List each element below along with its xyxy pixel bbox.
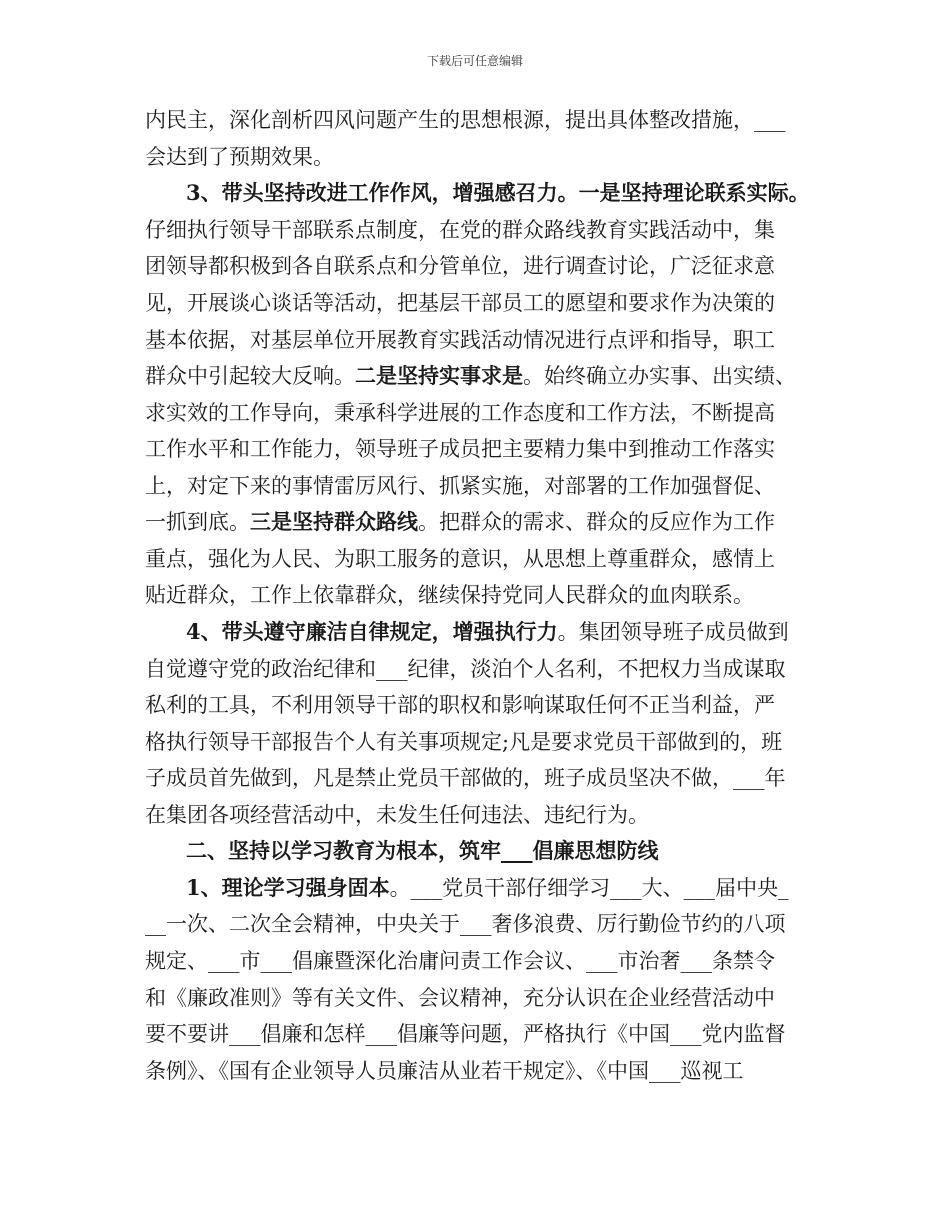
- text-line: [145, 107, 786, 133]
- text-line: [145, 509, 775, 535]
- text-line: [145, 582, 754, 608]
- text-line: [145, 400, 775, 426]
- text-run: 规定、___市___倡廉暨深化治庸问责工作会议、___市治奢___条禁令: [145, 949, 775, 973]
- text-run: 团领导都积极到各自联系点和分管单位，进行调查讨论，广泛征求意: [145, 254, 775, 278]
- text-line: [145, 473, 775, 499]
- text-line: [145, 729, 782, 755]
- text-run: 。___党员干部仔细学习___大、___届中央_: [389, 876, 789, 900]
- text-line: [145, 253, 775, 279]
- text-line: [186, 180, 810, 206]
- text-run: 工作水平和工作能力，领导班子成员把主要精力集中到推动工作落实: [145, 437, 775, 461]
- text-run: 和《廉政准则》等有关文件、会议精神，充分认识在企业经营活动中: [145, 986, 775, 1010]
- text-run: 一抓到底。: [145, 510, 250, 534]
- text-line: [145, 363, 796, 389]
- text-line: [145, 327, 775, 353]
- text-line: [186, 838, 659, 864]
- text-run: 会达到了预期效果。: [145, 145, 334, 169]
- bold-text-run: 4、带头遵守廉洁自律规定，增强执行力: [186, 619, 558, 644]
- text-run: 私利的工具，不利用领导干部的职权和影响谋取任何不正当利益，严: [145, 693, 775, 717]
- text-run: 群众中引起较大反响。: [145, 364, 355, 388]
- text-line: [145, 144, 334, 170]
- text-run: 见，开展谈心谈话等活动，把基层干部员工的愿望和要求作为决策的: [145, 291, 775, 315]
- text-line: [145, 290, 775, 316]
- bold-text-run: 二是坚持实事求是: [355, 363, 523, 388]
- text-line: [186, 875, 789, 901]
- text-line: [145, 546, 775, 572]
- text-run: 仔细执行领导干部联系点制度，在党的群众路线教育实践活动中，集: [145, 218, 775, 242]
- text-line: [145, 692, 775, 718]
- text-line: [145, 985, 775, 1011]
- text-line: [145, 217, 775, 243]
- bold-text-run: 三是坚持群众路线: [250, 509, 418, 534]
- text-line: [145, 1058, 744, 1084]
- text-run: 条例》、《国有企业领导人员廉洁从业若干规定》、《中国___巡视工: [145, 1059, 744, 1083]
- text-line: [145, 1021, 786, 1047]
- text-run: 格执行领导干部报告个人有关事项规定;凡是要求党员干部做到的，班: [145, 730, 783, 754]
- text-run: 在集团各项经营活动中，未发生任何违法、违纪行为。: [145, 803, 649, 827]
- text-run: 。集团领导班子成员做到: [557, 620, 789, 644]
- text-run: 。始终确立办实事、出实绩、: [523, 364, 796, 388]
- bold-text-run: 1、理论学习强身固本: [186, 875, 390, 900]
- page-header-note: 下载后可任意编辑: [426, 54, 523, 68]
- text-line: [145, 948, 775, 974]
- text-run: 内民主，深化剖析四风问题产生的思想根源，提出具体整改措施，___: [145, 108, 786, 132]
- text-line: [145, 911, 786, 937]
- text-run: 求实效的工作导向，秉承科学进展的工作态度和工作方法，不断提高: [145, 401, 775, 425]
- text-run: 基本依据，对基层单位开展教育实践活动情况进行点评和指导，职工: [145, 328, 775, 352]
- text-run: 上，对定下来的事情雷厉风行、抓紧实施，对部署的工作加强督促、: [145, 474, 775, 498]
- text-line: [145, 802, 649, 828]
- text-line: [145, 656, 786, 682]
- bold-text-run: 3、带头坚持改进工作作风，增强感召力。一是坚持理论联系实际。: [186, 180, 810, 205]
- text-line: [145, 436, 775, 462]
- text-run: 重点，强化为人民、为职工服务的意识，从思想上尊重群众，感情上: [145, 547, 775, 571]
- text-run: __一次、二次全会精神，中央关于___奢侈浪费、厉行勤俭节约的八项: [145, 912, 786, 936]
- text-run: 贴近群众，工作上依靠群众，继续保持党同人民群众的血肉联系。: [145, 583, 754, 607]
- text-run: 。把群众的需求、群众的反应作为工作: [418, 510, 775, 534]
- text-line: [145, 765, 786, 791]
- text-line: [186, 619, 789, 645]
- bold-text-run: 二、坚持以学习教育为根本，筑牢___倡廉思想防线: [186, 838, 659, 863]
- text-run: 子成员首先做到，凡是禁止党员干部做的，班子成员坚决不做，___年: [145, 766, 786, 790]
- text-run: 要不要讲___倡廉和怎样___倡廉等问题，严格执行《中国___党内监督: [145, 1022, 786, 1046]
- text-run: 自觉遵守党的政治纪律和___纪律，淡泊个人名利，不把权力当成谋取: [145, 657, 786, 681]
